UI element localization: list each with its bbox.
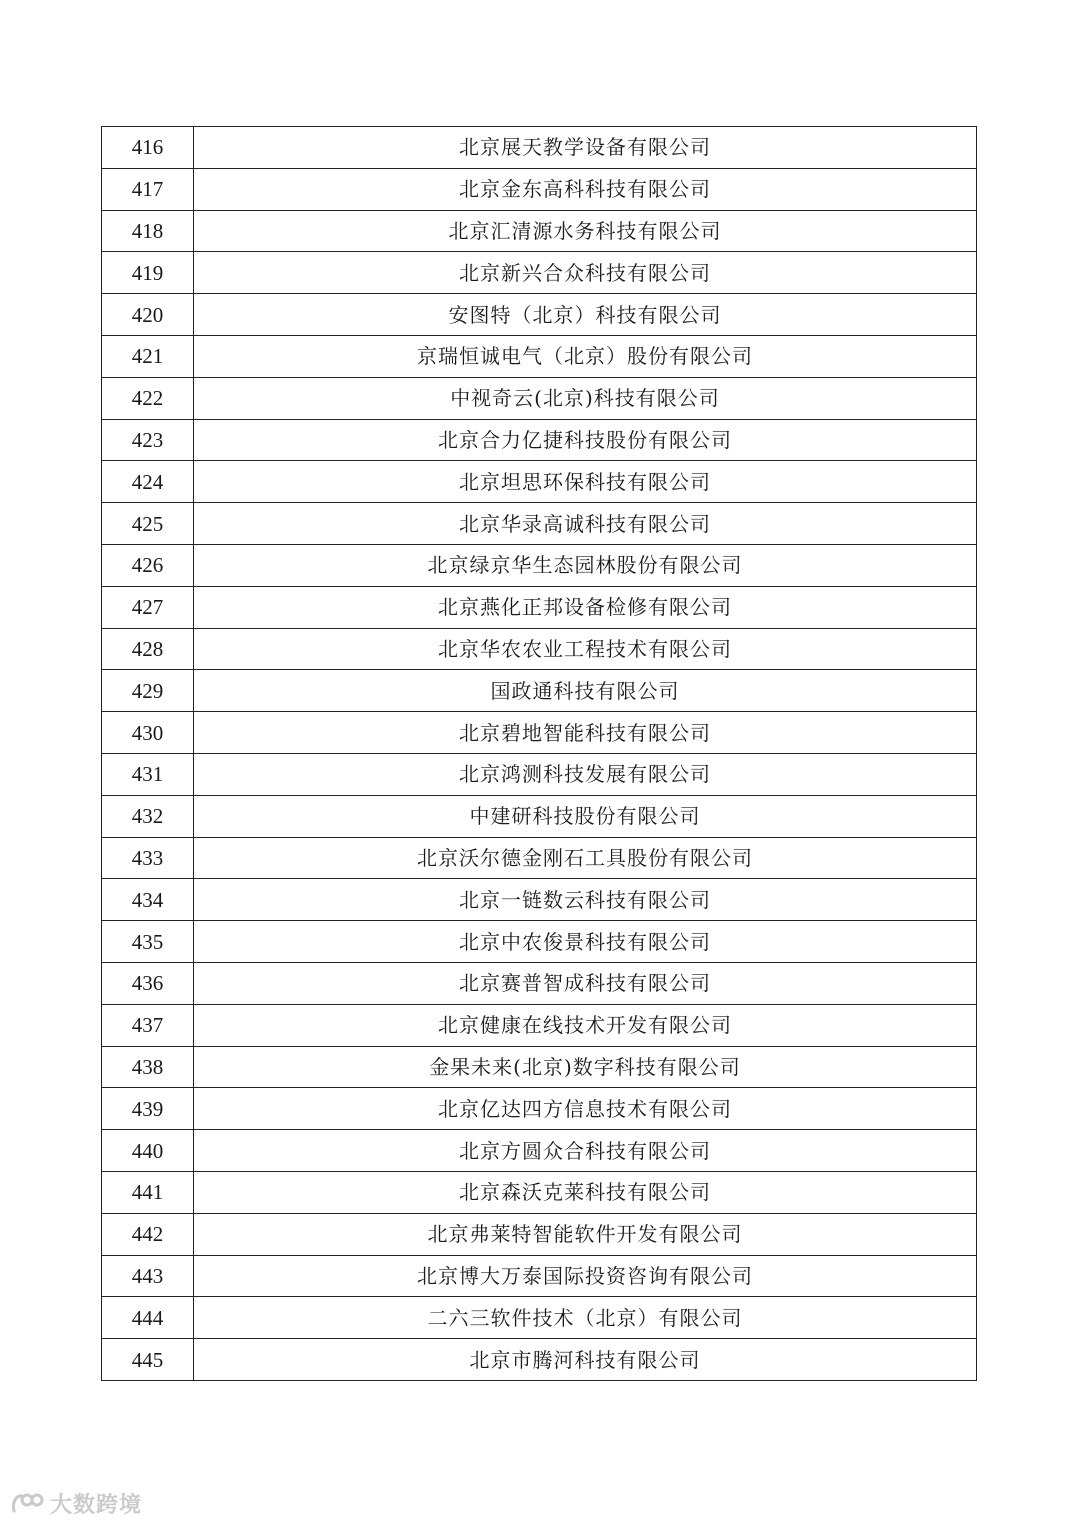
table-body bbox=[102, 127, 977, 1381]
company-name: 北京新兴合众科技有限公司 bbox=[194, 252, 977, 294]
table-row bbox=[102, 1339, 977, 1381]
company-name: 北京合力亿捷科技股份有限公司 bbox=[194, 419, 977, 461]
table-row bbox=[102, 712, 977, 754]
company-name: 北京绿京华生态园林股份有限公司 bbox=[194, 544, 977, 586]
table-row bbox=[102, 461, 977, 503]
row-number: 425 bbox=[102, 503, 194, 545]
row-number: 416 bbox=[102, 127, 194, 169]
table-row bbox=[102, 670, 977, 712]
table-row bbox=[102, 503, 977, 545]
table-row bbox=[102, 1088, 977, 1130]
company-name: 北京沃尔德金刚石工具股份有限公司 bbox=[194, 837, 977, 879]
company-name: 北京弗莱特智能软件开发有限公司 bbox=[194, 1213, 977, 1255]
table-row bbox=[102, 335, 977, 377]
row-number: 420 bbox=[102, 294, 194, 336]
table-row bbox=[102, 962, 977, 1004]
row-number: 423 bbox=[102, 419, 194, 461]
row-number: 429 bbox=[102, 670, 194, 712]
company-name: 北京中农俊景科技有限公司 bbox=[194, 921, 977, 963]
row-number: 434 bbox=[102, 879, 194, 921]
company-name: 北京博大万泰国际投资咨询有限公司 bbox=[194, 1255, 977, 1297]
company-name: 北京燕化正邦设备检修有限公司 bbox=[194, 586, 977, 628]
row-number: 443 bbox=[102, 1255, 194, 1297]
company-name: 二六三软件技术（北京）有限公司 bbox=[194, 1297, 977, 1339]
table-row bbox=[102, 586, 977, 628]
table-row bbox=[102, 921, 977, 963]
row-number: 418 bbox=[102, 210, 194, 252]
table-row bbox=[102, 1171, 977, 1213]
table-row bbox=[102, 419, 977, 461]
row-number: 426 bbox=[102, 544, 194, 586]
company-name: 安图特（北京）科技有限公司 bbox=[194, 294, 977, 336]
row-number: 435 bbox=[102, 921, 194, 963]
table-row bbox=[102, 127, 977, 169]
table-row bbox=[102, 879, 977, 921]
company-name: 北京金东高科科技有限公司 bbox=[194, 168, 977, 210]
row-number: 440 bbox=[102, 1130, 194, 1172]
watermark bbox=[10, 1488, 142, 1519]
row-number: 431 bbox=[102, 753, 194, 795]
row-number: 422 bbox=[102, 377, 194, 419]
company-name: 中建研科技股份有限公司 bbox=[194, 795, 977, 837]
row-number: 438 bbox=[102, 1046, 194, 1088]
company-name: 北京健康在线技术开发有限公司 bbox=[194, 1004, 977, 1046]
row-number: 427 bbox=[102, 586, 194, 628]
company-name: 北京华录高诚科技有限公司 bbox=[194, 503, 977, 545]
row-number: 439 bbox=[102, 1088, 194, 1130]
row-number: 419 bbox=[102, 252, 194, 294]
company-name: 北京赛普智成科技有限公司 bbox=[194, 962, 977, 1004]
table-row bbox=[102, 210, 977, 252]
company-name: 北京华农农业工程技术有限公司 bbox=[194, 628, 977, 670]
table-row bbox=[102, 168, 977, 210]
table-row bbox=[102, 294, 977, 336]
table-row bbox=[102, 837, 977, 879]
company-name: 国政通科技有限公司 bbox=[194, 670, 977, 712]
row-number: 430 bbox=[102, 712, 194, 754]
table-row bbox=[102, 795, 977, 837]
table-row bbox=[102, 753, 977, 795]
company-name: 北京展天教学设备有限公司 bbox=[194, 127, 977, 169]
company-name: 北京亿达四方信息技术有限公司 bbox=[194, 1088, 977, 1130]
row-number: 433 bbox=[102, 837, 194, 879]
table-row bbox=[102, 1297, 977, 1339]
row-number: 417 bbox=[102, 168, 194, 210]
company-name: 北京市腾河科技有限公司 bbox=[194, 1339, 977, 1381]
watermark-text: 大数跨境 bbox=[50, 1493, 143, 1518]
company-name: 中视奇云(北京)科技有限公司 bbox=[194, 377, 977, 419]
brand-logo-icon bbox=[10, 1491, 44, 1517]
row-number: 444 bbox=[102, 1297, 194, 1339]
table-row bbox=[102, 1130, 977, 1172]
company-name: 京瑞恒诚电气（北京）股份有限公司 bbox=[194, 335, 977, 377]
company-name: 北京一链数云科技有限公司 bbox=[194, 879, 977, 921]
table-row bbox=[102, 377, 977, 419]
table-row bbox=[102, 1046, 977, 1088]
table-row bbox=[102, 1213, 977, 1255]
row-number: 432 bbox=[102, 795, 194, 837]
company-list-table bbox=[101, 126, 977, 1381]
company-name: 北京方圆众合科技有限公司 bbox=[194, 1130, 977, 1172]
table-row bbox=[102, 1255, 977, 1297]
row-number: 437 bbox=[102, 1004, 194, 1046]
table-row bbox=[102, 544, 977, 586]
table-row bbox=[102, 252, 977, 294]
row-number: 441 bbox=[102, 1171, 194, 1213]
company-name: 北京鸿测科技发展有限公司 bbox=[194, 753, 977, 795]
row-number: 428 bbox=[102, 628, 194, 670]
company-name: 北京碧地智能科技有限公司 bbox=[194, 712, 977, 754]
table-row bbox=[102, 628, 977, 670]
company-name: 北京汇清源水务科技有限公司 bbox=[194, 210, 977, 252]
row-number: 421 bbox=[102, 335, 194, 377]
company-name: 金果未来(北京)数字科技有限公司 bbox=[194, 1046, 977, 1088]
company-name: 北京森沃克莱科技有限公司 bbox=[194, 1171, 977, 1213]
row-number: 436 bbox=[102, 962, 194, 1004]
company-name: 北京坦思环保科技有限公司 bbox=[194, 461, 977, 503]
row-number: 442 bbox=[102, 1213, 194, 1255]
row-number: 445 bbox=[102, 1339, 194, 1381]
row-number: 424 bbox=[102, 461, 194, 503]
table-row bbox=[102, 1004, 977, 1046]
